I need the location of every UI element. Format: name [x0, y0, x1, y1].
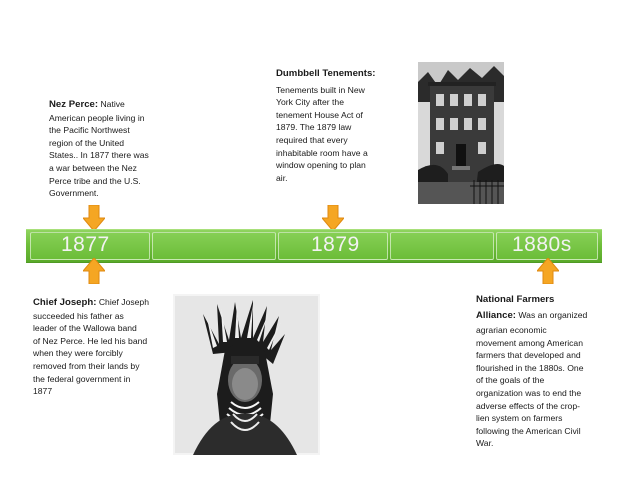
dumbbell-line: required that every	[276, 134, 348, 145]
timeline-segment	[152, 232, 276, 260]
timeline-segment	[390, 232, 494, 260]
dumbbell-line: tenement House Act of	[276, 109, 363, 120]
nez-perce-line: a war between the Nez	[49, 162, 137, 173]
farmers-line: farmers that developed and	[476, 350, 581, 361]
farmers-line: adverse effects of the crop-	[476, 400, 580, 411]
farmers-line: Was an organized	[518, 310, 588, 320]
dumbbell-line: window opening to plan	[276, 160, 366, 171]
nez-perce-line: the Pacific Northwest	[49, 125, 130, 136]
dumbbell-text	[276, 68, 396, 184]
farmers-line: flourished in the 1880s. One	[476, 362, 584, 373]
chief-joseph-line: succeeded his father as	[33, 310, 124, 321]
chief-joseph-line: the federal government in	[33, 373, 131, 384]
nez-perce-line: region of the United	[49, 137, 125, 148]
farmers-line: agrarian economic	[476, 325, 547, 335]
year-label-1879: 1879	[311, 233, 360, 256]
nez-perce-line: Perce tribe and the U.S.	[49, 175, 141, 186]
arrow-up-icon	[537, 258, 559, 284]
arrow-down-icon	[322, 205, 344, 231]
chief-joseph-photo	[173, 294, 320, 455]
nez-perce-line: Native	[100, 99, 125, 109]
dumbbell-line: York City after the	[276, 97, 344, 108]
nez-perce-heading: Nez Perce:	[49, 99, 99, 110]
nez-perce-line: States.. In 1877 there was	[49, 150, 149, 161]
farmers-heading: Alliance:	[476, 310, 516, 321]
chief-joseph-line: of Nez Perce. He led his band	[33, 335, 148, 346]
farmers-line: of the goals of the	[476, 375, 545, 386]
chief-joseph-line: when they were forcibly	[33, 348, 123, 359]
dumbbell-line: inhabitable room have a	[276, 147, 368, 158]
arrow-down-icon	[83, 205, 105, 231]
year-label-1877: 1877	[61, 233, 110, 256]
farmers-line: following the American Civil	[476, 425, 581, 436]
chief-joseph-line: 1877	[33, 386, 53, 397]
chief-joseph-line: removed from their lands by	[33, 360, 140, 371]
farmers-heading: National Farmers	[476, 294, 555, 305]
nez-perce-line: American people living in	[49, 112, 145, 123]
chief-joseph-line: Chief Joseph	[98, 297, 149, 307]
farmers-line: movement among American	[476, 337, 583, 348]
farmers-alliance-text	[476, 292, 604, 450]
timeline-bar	[26, 229, 602, 263]
nez-perce-line: Government.	[49, 188, 99, 199]
dumbbell-line: Tenements built in New	[276, 84, 365, 95]
farmers-line: War.	[476, 438, 494, 449]
dumbbell-line: air.	[276, 172, 288, 183]
arrow-up-icon	[83, 258, 105, 284]
chief-joseph-heading: Chief Joseph:	[33, 297, 97, 308]
chief-joseph-text	[33, 296, 175, 398]
tenement-building-photo	[418, 62, 504, 204]
dumbbell-heading: Dumbbell Tenements:	[276, 68, 376, 79]
dumbbell-line: 1879. The 1879 law	[276, 122, 352, 133]
chief-joseph-line: leader of the Wallowa band	[33, 323, 137, 334]
farmers-line: organization was to end the	[476, 387, 582, 398]
year-label-1880s: 1880s	[512, 233, 572, 256]
nez-perce-text	[49, 98, 171, 200]
farmers-line: lien system on farmers	[476, 413, 563, 424]
